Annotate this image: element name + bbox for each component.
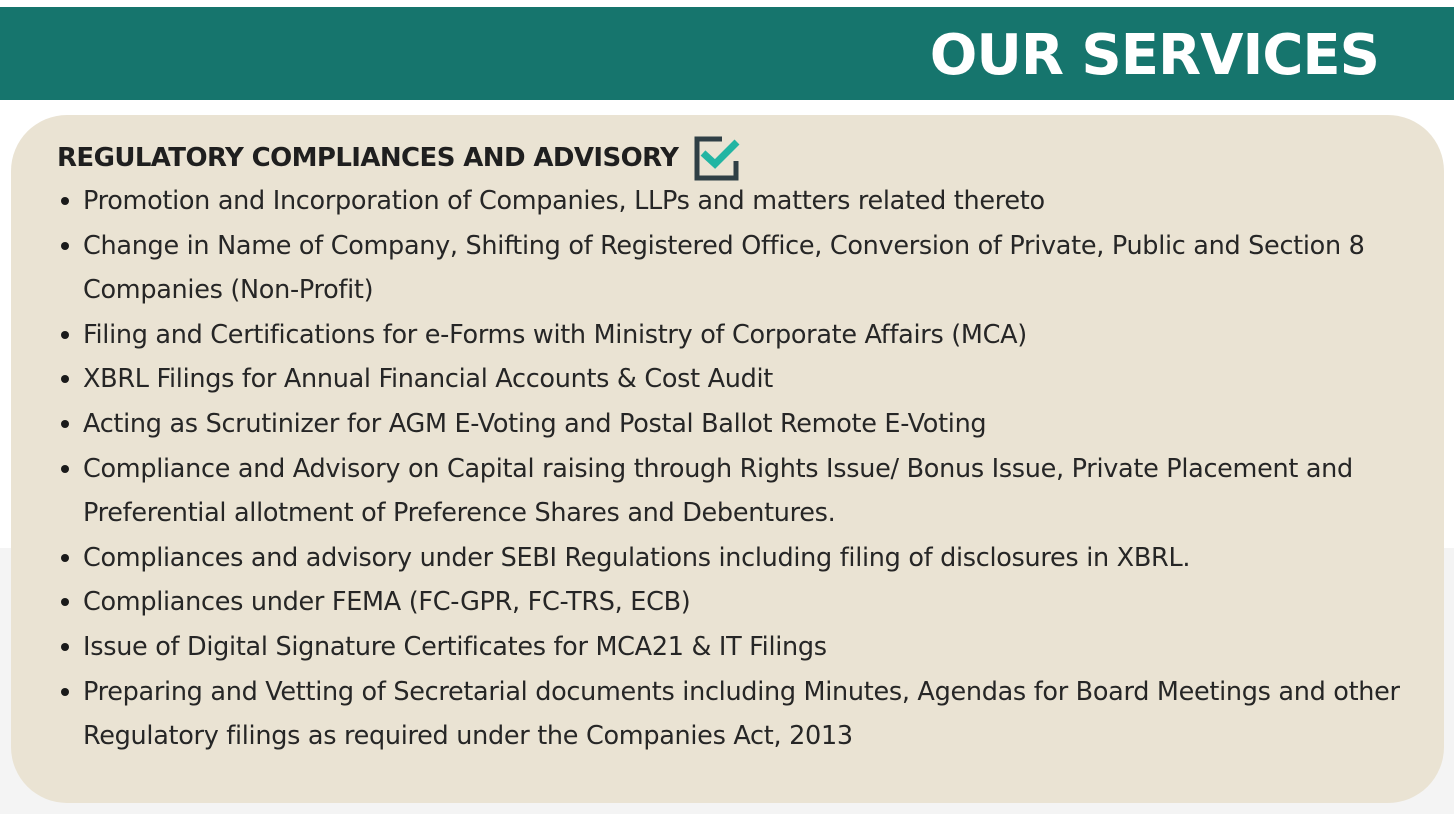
list-item: XBRL Filings for Annual Financial Accounts & Cost Audit <box>83 357 1423 402</box>
list-item: Issue of Digital Signature Certificates for MCA21 & IT Filings <box>83 625 1423 670</box>
section-heading <box>57 133 742 183</box>
services-panel <box>11 115 1444 803</box>
checkbox-check-icon <box>692 133 742 183</box>
list-item: Change in Name of Company, Shifting of Registered Office, Conversion of Private, Public and Section 8 Companies (Non-Profit) <box>83 224 1423 313</box>
list-item: Compliance and Advisory on Capital raising through Rights Issue/ Bonus Issue, Private Placement and Preferential allotment of Preference Shares and Debentures. <box>83 447 1423 536</box>
list-item: Promotion and Incorporation of Companies, LLPs and matters related thereto <box>83 179 1423 224</box>
list-item: Compliances under FEMA (FC-GPR, FC-TRS, ECB) <box>83 580 1423 625</box>
list-item: Preparing and Vetting of Secretarial documents including Minutes, Agendas for Board Meetings and other Regulatory filings as required under the Companies Act, 2013 <box>83 670 1423 759</box>
list-item: Filing and Certifications for e-Forms with Ministry of Corporate Affairs (MCA) <box>83 313 1423 358</box>
list-item: Acting as Scrutinizer for AGM E-Voting and Postal Ballot Remote E-Voting <box>83 402 1423 447</box>
services-header-band <box>0 7 1454 100</box>
section-title: REGULATORY COMPLIANCES AND ADVISORY <box>57 143 679 173</box>
list-item: Compliances and advisory under SEBI Regulations including filing of disclosures in XBRL. <box>83 536 1423 581</box>
page-title: OUR SERVICES <box>929 23 1379 88</box>
services-list <box>83 179 1423 759</box>
